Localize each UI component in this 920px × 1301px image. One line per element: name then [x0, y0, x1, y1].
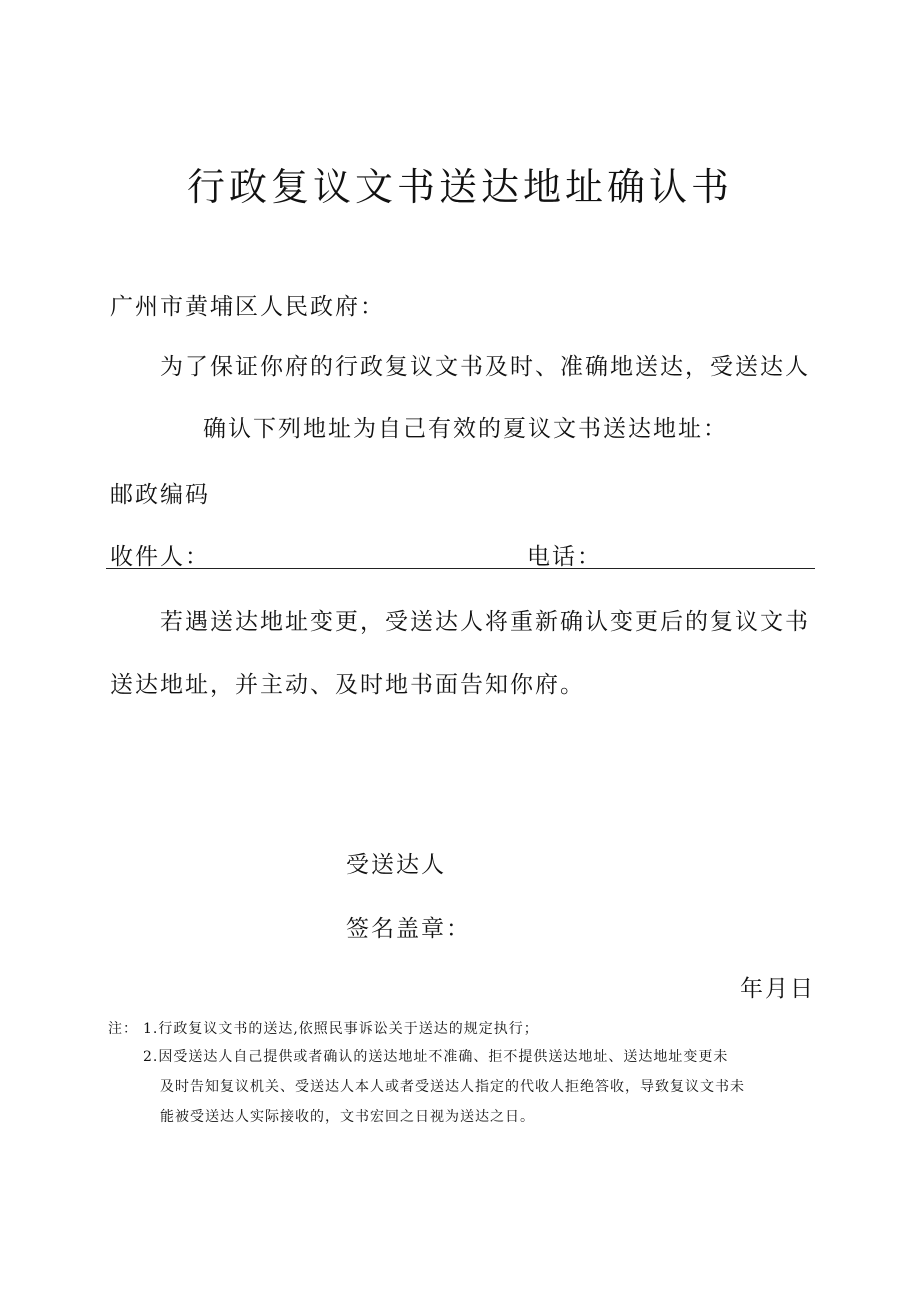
- note-item-2-line-1: 2.因受送达人自己提供或者确认的送达地址不准确、拒不提供送达地址、送达地址变更未: [143, 1049, 729, 1065]
- receiver-label: 受送达人: [346, 852, 446, 878]
- recipient-phone-underline: [106, 568, 815, 569]
- addressee: 广州市黄埔区人民政府：: [110, 294, 385, 320]
- date-label: 年月日: [740, 976, 815, 1002]
- change-notice-line-1: 若遇送达地址变更，受送达人将重新确认变更后的复议文书: [160, 609, 810, 635]
- note-item-2-line-3: 能被受送达人实际接收的，文书宏回之日视为送达之日。: [160, 1109, 535, 1125]
- change-notice-line-2: 送达地址，并主动、及时地书面告知你府。: [110, 672, 585, 698]
- purpose-paragraph-line-1: 为了保证你府的行政复议文书及时、准确地送达，受送达人: [160, 354, 810, 380]
- note-item-1: 1.行政复议文书的送达,依照民事诉讼关于送达的规定执行；: [143, 1021, 539, 1037]
- document-title: 行政复议文书送达地址确认书: [186, 165, 733, 209]
- recipient-label: 收件人：: [110, 544, 210, 570]
- sign-seal-label: 签名盖章：: [346, 916, 471, 942]
- phone-label: 电话：: [527, 544, 602, 570]
- purpose-paragraph-line-2: 确认下列地址为自己有效的夏议文书送达地址：: [203, 416, 728, 442]
- note-item-2-line-2: 及时告知复议机关、受送达人本人或者受送达人指定的代收人拒绝答收，导致复议文书未: [160, 1079, 745, 1095]
- postal-code-label: 邮政编码: [110, 482, 210, 508]
- notes-label: 注：: [108, 1021, 138, 1037]
